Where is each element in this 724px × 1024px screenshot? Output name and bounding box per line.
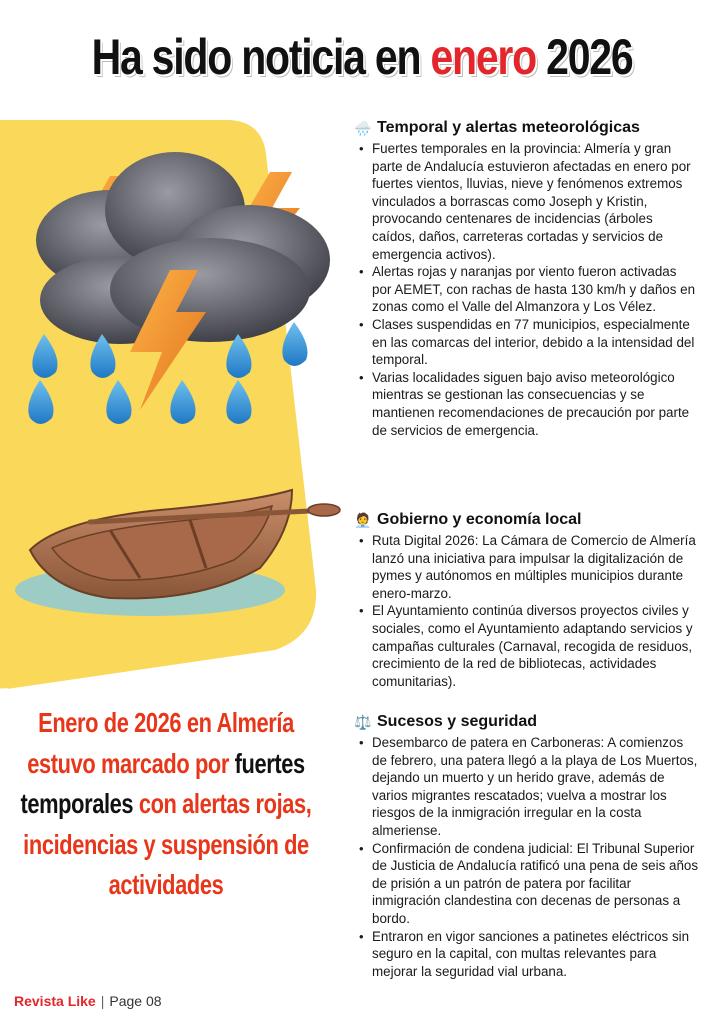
heading-text: Gobierno y economía local (377, 511, 582, 528)
summary-callout (16, 703, 316, 906)
title-accent: enero (430, 29, 536, 85)
scales-icon: ⚖️ (354, 714, 372, 730)
list-item: • Confirmación de condena judicial: El Tribunal Superior de Justicia de Andalucía ratificó una pena de seis años de prisión a un patrón de patera por facilitar inmigración clandestina con decenas de personas a bordo. (354, 840, 699, 928)
footer-page: Page 08 (109, 993, 162, 1009)
section-security (354, 712, 699, 980)
summary-part1: Enero de 2026 en Almería estuvo marcado por (27, 707, 294, 779)
office-worker-icon: 🧑‍💼 (354, 512, 372, 528)
list-item: • Clases suspendidas en 77 municipios, especialmente en las comarcas del interior, debido a la intensidad del temporal. (354, 316, 699, 369)
bullet-list (354, 532, 699, 690)
title-main: Ha sido noticia en (91, 29, 421, 85)
illustration-panel (0, 90, 345, 700)
bullet-list (354, 140, 699, 439)
section-government (354, 510, 699, 690)
rain-cloud-icon: 🌧️ (354, 120, 372, 136)
page-footer (14, 993, 162, 1009)
list-item: • Entraron en vigor sanciones a patinetes eléctricos sin seguro en la capital, con multas relevantes para mejorar la seguridad vial urbana. (354, 928, 699, 981)
list-item: • Fuertes temporales en la provincia: Almería y gran parte de Andalucía estuvieron afectadas en enero por fuertes vientos, lluvias, nieve y fenómenos extremos vinculados a borrascas como Joseph y Kristin, provocando centenares de incidencias (árboles caídos, daños, carreteras cortadas y servicios de emergencia activos). (354, 140, 699, 263)
list-item: • Ruta Digital 2026: La Cámara de Comercio de Almería lanzó una iniciativa para impulsar la digitalización de pymes y autónomos en múltiples municipios durante enero-marzo. (354, 532, 699, 602)
section-weather (354, 118, 699, 439)
page-title (65, 28, 659, 86)
list-item: • Desembarco de patera en Carboneras: A comienzos de febrero, una patera llegó a la playa de Los Muertos, dejando un muerto y un herido grave, además de varios migrantes rescatados; vuelva a mostrar los riesgos de la inmigración irregular en la costa almeriense. (354, 734, 699, 840)
footer-brand: Revista Like (14, 993, 96, 1009)
section-heading (354, 712, 699, 732)
list-item: • El Ayuntamiento continúa diversos proyectos civiles y sociales, como el Ayuntamiento adaptando servicios y campañas culturales (Carnaval, recogida de residuos, crecimiento de la red de bibliotecas, actividades comunitarias). (354, 602, 699, 690)
bullet-list (354, 734, 699, 980)
section-heading (354, 510, 699, 530)
list-item: • Alertas rojas y naranjas por viento fueron activadas por AEMET, con rachas de hasta 130 km/h y daños en zonas como el Valle del Almanzora y Los Vélez. (354, 263, 699, 316)
summary-part2: fuertes temporales (20, 747, 305, 819)
list-item: • Varias localidades siguen bajo aviso meteorológico mientras se gestionan las consecuencias y se mantienen recomendaciones de precaución por parte de servicios de emergencia. (354, 369, 699, 439)
section-heading (354, 118, 699, 138)
heading-text: Temporal y alertas meteorológicas (377, 119, 640, 136)
footer-separator: | (100, 993, 105, 1009)
title-year: 2026 (546, 29, 633, 85)
summary-part3: con alertas rojas, incidencias y suspensión de actividades (23, 788, 312, 900)
heading-text: Sucesos y seguridad (377, 713, 538, 730)
